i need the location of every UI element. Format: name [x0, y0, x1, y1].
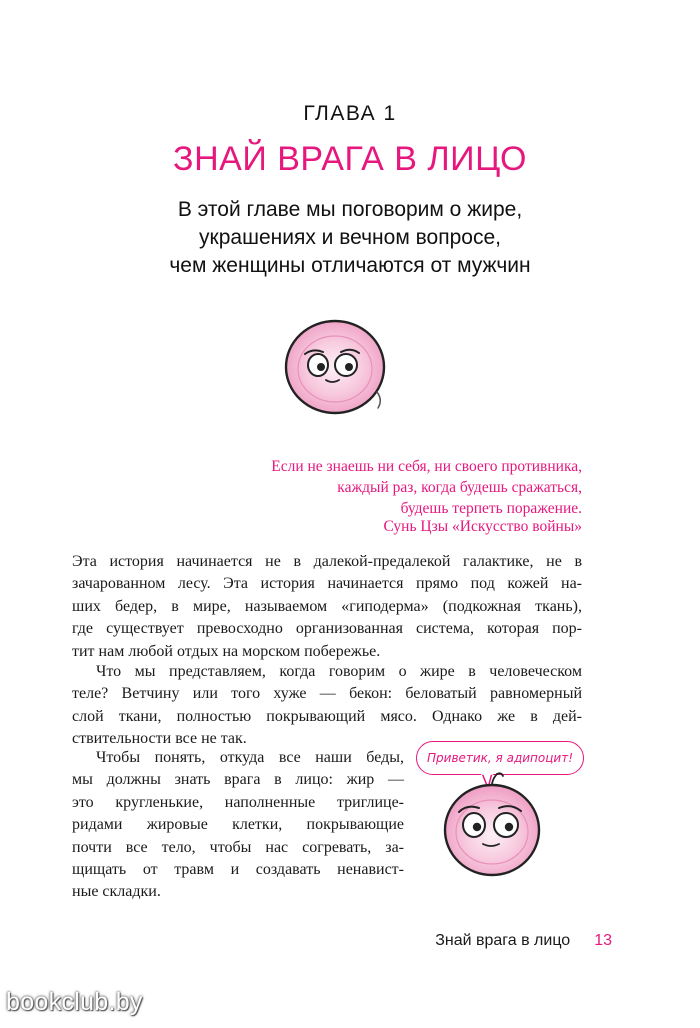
text-line: тит нам любой отдых на морском побережье.: [72, 642, 381, 660]
fat-cell-mascot-icon: [279, 314, 391, 418]
text-line: Эта история начинается не в далекой-предалекой галактике, не в: [72, 553, 582, 570]
epigraph-line: каждый раз, когда будешь сражаться,: [337, 479, 582, 496]
text-line: где существует превосходно организованная система, которая пор-: [72, 620, 582, 638]
running-title: Знай врага в лицо: [435, 932, 571, 949]
chapter-intro: [80, 196, 620, 280]
text-line: теле? Ветчину или того хуже — бекон: беловатый равномерный: [72, 685, 582, 703]
paragraph: [72, 551, 582, 663]
epigraph-line: будешь терпеть поражение.: [400, 500, 582, 517]
epigraph-source: Сунь Цзы «Искусство войны»: [383, 518, 582, 535]
text-line: щищать от травм и создавать ненавист-: [72, 861, 404, 879]
text-line: мы должны знать врага в лицо: жир —: [72, 771, 404, 789]
text-line: Чтобы понять, откуда все наши беды,: [96, 749, 404, 766]
text-line: зачарованном лесу. Эта история начинается прямо под кожей на-: [72, 575, 582, 593]
epigraph: [142, 456, 582, 519]
text-line: Что мы представляем, когда говорим о жире в человеческом: [96, 663, 582, 680]
intro-line: украшениях и вечном вопросе,: [199, 226, 501, 249]
text-line: ные складки.: [72, 883, 161, 901]
text-line: почти все тело, чтобы нас согревать, за-: [72, 838, 404, 856]
page-number: 13: [594, 932, 612, 949]
watermark: bookclub.by: [6, 988, 143, 1016]
text-line: ридами жировые клетки, покрывающие: [72, 816, 404, 834]
paragraph: [72, 661, 582, 751]
paragraph: [72, 747, 404, 904]
intro-line: В этой главе мы поговорим о жире,: [177, 198, 523, 221]
intro-line: чем женщины отличаются от мужчин: [169, 254, 531, 277]
chapter-label: ГЛАВА 1: [303, 102, 397, 125]
text-line: это кругленькие, наполненные триглице-: [72, 793, 404, 811]
chapter-title: ЗНАЙ ВРАГА В ЛИЦО: [173, 140, 527, 178]
adipocyte-mascot-icon: [437, 770, 547, 880]
epigraph-line: Если не знаешь ни себя, ни своего противника,: [271, 458, 582, 475]
text-line: ствительности все не так.: [72, 730, 247, 748]
text-line: ших бедер, в мире, называемом «гиподерма» (подкожная ткань),: [72, 597, 582, 615]
running-footer: [435, 932, 612, 950]
speech-bubble: Приветик, я адипоцит!: [416, 741, 584, 775]
text-line: слой ткани, полностью покрывающий мясо. Однако же в дей-: [72, 707, 582, 725]
